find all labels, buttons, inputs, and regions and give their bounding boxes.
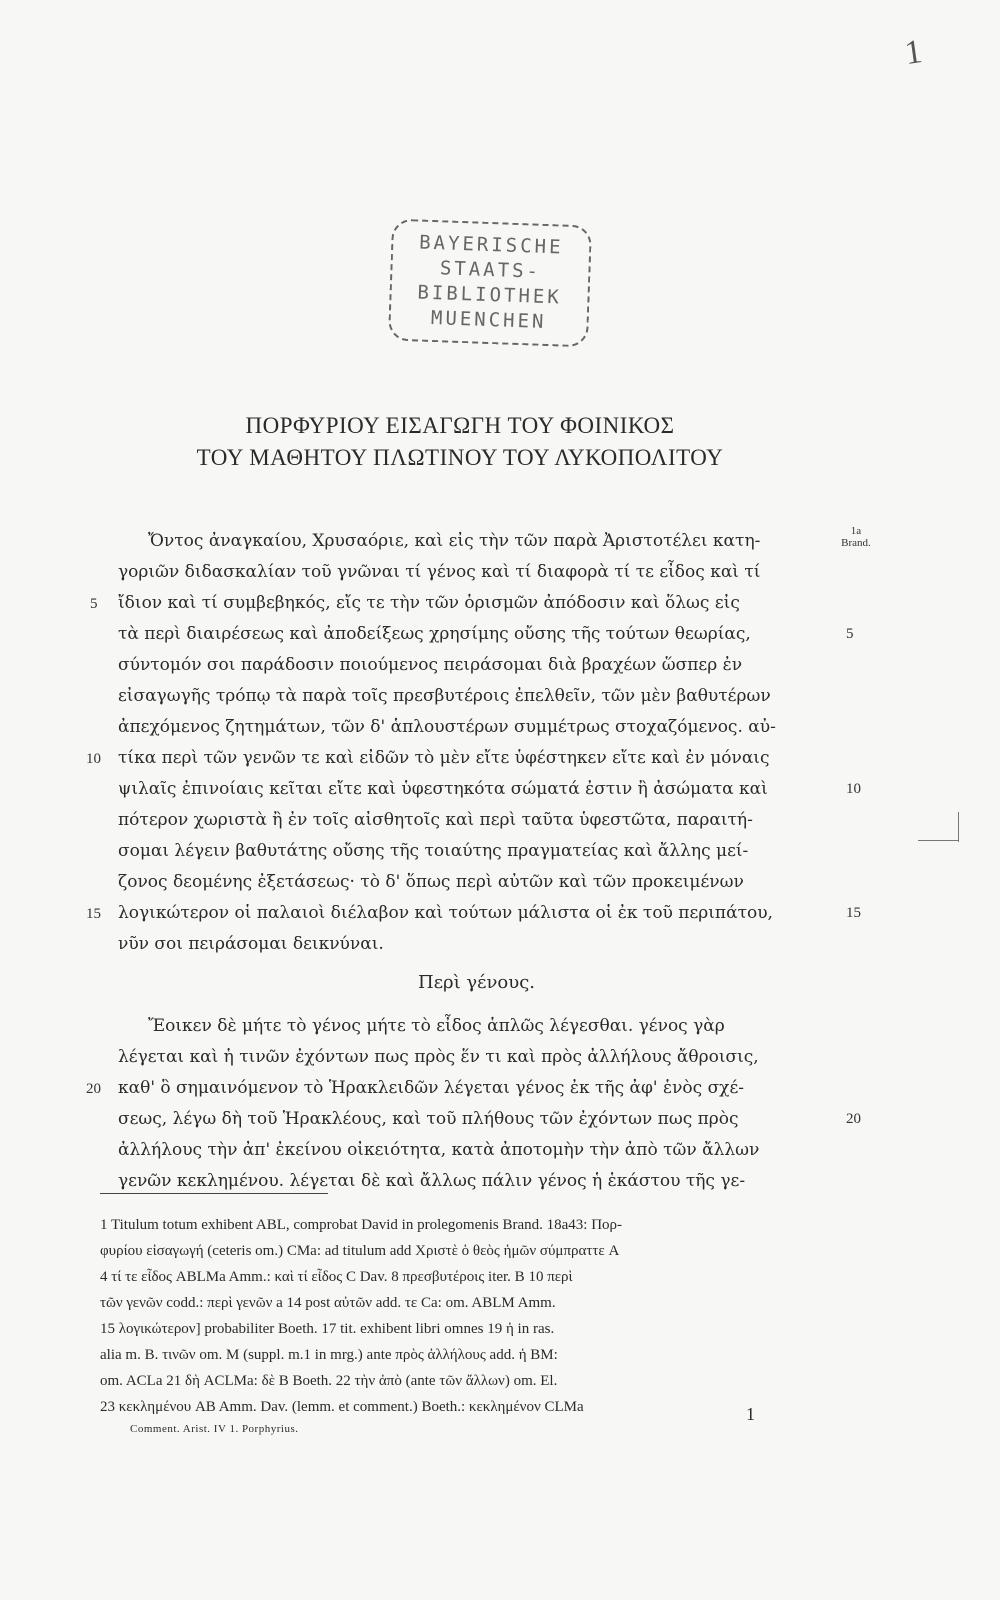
margin-pencil-mark-vertical bbox=[958, 812, 960, 842]
text-line: λογικώτερον οἱ παλαιοὶ διέλαβον καὶ τούτων μάλιστα οἱ ἐκ τοῦ περιπάτου, bbox=[118, 903, 773, 923]
text-line: τὰ περὶ διαιρέσεως καὶ ἀποδείξεως χρησίμης οὔσης τῆς τούτων θεωρίας, bbox=[118, 624, 751, 644]
text-line: γοριῶν διδασκαλίαν τοῦ γνῶναι τί γένος καὶ τί διαφορὰ τί τε εἶδος καὶ τί bbox=[118, 562, 761, 582]
text-line: εἰσαγωγῆς τρόπῳ τὰ παρὰ τοῖς πρεσβυτέροις ἐπελθεῖν, τῶν μὲν βαθυτέρων bbox=[118, 686, 771, 706]
text-line: ἴδιον καὶ τί συμβεβηκός, εἴς τε τὴν τῶν ὁρισμῶν ἀπόδοσιν καὶ ὅλως εἰς bbox=[118, 593, 740, 613]
text-line: λέγεται καὶ ἡ τινῶν ἐχόντων πως πρὸς ἕν τι καὶ πρὸς ἀλλήλους ἄθροισις, bbox=[118, 1047, 759, 1067]
footnote-line: 4 τί τε εἶδος ABLMa Amm.: καὶ τί εἶδος C Dav. 8 πρεσβυτέροις iter. B 10 περὶ bbox=[100, 1269, 573, 1285]
left-line-number: 10 bbox=[86, 751, 101, 767]
brand-page-number: 1a bbox=[850, 525, 862, 537]
text-line: Ὄντος ἀναγκαίου, Χρυσαόριε, καὶ εἰς τὴν τῶν παρὰ Ἀριστοτέλει κατη- bbox=[148, 531, 761, 551]
footnote-line: 23 κεκλημένου AB Amm. Dav. (lemm. et comment.) Boeth.: κεκλημένον CLMa bbox=[100, 1399, 584, 1415]
footnote-line: τῶν γενῶν codd.: περὶ γενῶν a 14 post αὐτῶν add. τε Ca: om. ABLM Amm. bbox=[100, 1295, 556, 1311]
text-line: ψιλαῖς ἐπινοίαις κεῖται εἴτε καὶ ὑφεστηκότα σώματά ἐστιν ἢ ἀσώματα καὶ bbox=[118, 779, 768, 799]
text-line: καθ' ὃ σημαινόμενον τὸ Ἡρακλειδῶν λέγεται γένος ἐκ τῆς ἀφ' ἑνὸς σχέ- bbox=[118, 1078, 745, 1098]
footnote-divider bbox=[100, 1193, 328, 1194]
right-line-number: 10 bbox=[846, 781, 861, 797]
text-line: σύντομόν σοι παράδοσιν ποιούμενος πειράσομαι διὰ βραχέων ὥσπερ ἐν bbox=[118, 655, 743, 675]
text-line: ἀλλήλους τὴν ἀπ' ἐκείνου οἰκειότητα, κατὰ ἀποτομὴν τὴν ἀπὸ τῶν ἄλλων bbox=[118, 1140, 760, 1160]
right-line-number: 20 bbox=[846, 1111, 861, 1127]
document-title bbox=[160, 410, 760, 474]
text-line: νῦν σοι πειράσομαι δεικνύναι. bbox=[118, 934, 384, 954]
text-line: Ἔοικεν δὲ μήτε τὸ γένος μήτε τὸ εἶδος ἁπλῶς λέγεσθαι. γένος γὰρ bbox=[148, 1016, 725, 1036]
page-number: 1 bbox=[746, 1404, 755, 1424]
left-line-number: 20 bbox=[86, 1081, 101, 1097]
section-heading: Περὶ γένους. bbox=[418, 972, 535, 993]
title-line-1: ΠΟΡΦΥΡΙΟΥ ΕΙΣΑΓΩΓΗ ΤΟΥ ΦΟΙΝΙΚΟΣ bbox=[245, 413, 675, 438]
printer-signature: Comment. Arist. IV 1. Porphyrius. bbox=[130, 1423, 299, 1435]
text-line: πότερον χωριστὰ ἢ ἐν τοῖς αἰσθητοῖς καὶ περὶ ταῦτα ὑφεστῶτα, παραιτή- bbox=[118, 810, 753, 830]
text-line: τίκα περὶ τῶν γενῶν τε καὶ εἰδῶν τὸ μὲν εἴτε ὑφέστηκεν εἴτε καὶ ἐν μόναις bbox=[118, 748, 770, 768]
left-line-number: 15 bbox=[86, 906, 101, 922]
right-line-number: 15 bbox=[846, 905, 861, 921]
right-line-number: 5 bbox=[846, 626, 854, 642]
stamp-line: BAYERISCHE bbox=[418, 231, 564, 259]
brand-page-reference bbox=[826, 525, 886, 549]
text-line: σεως, λέγω δὴ τοῦ Ἡρακλέους, καὶ τοῦ πλήθους τῶν ἐχόντων πως πρὸς bbox=[118, 1109, 739, 1129]
text-line: ζονος δεομένης ἐξετάσεως· τὸ δ' ὅπως περὶ αὐτῶν καὶ τῶν προκειμένων bbox=[118, 872, 744, 892]
title-line-2: ΤΟΥ ΜΑΘΗΤΟΥ ΠΛΩΤΙΝΟΥ ΤΟΥ ΛΥΚΟΠΟΛΙΤΟΥ bbox=[196, 445, 724, 470]
library-stamp bbox=[388, 219, 592, 348]
left-line-number: 5 bbox=[90, 596, 98, 612]
corner-page-mark: 1 bbox=[902, 33, 925, 73]
footnote-line: 1 Titulum totum exhibent ABL, comprobat David in prolegomenis Brand. 18a43: Πορ- bbox=[100, 1217, 623, 1233]
stamp-line: BIBLIOTHEK bbox=[417, 281, 563, 309]
stamp-line: MUENCHEN bbox=[430, 306, 547, 333]
brand-label: Brand. bbox=[841, 537, 871, 549]
footnote-line: om. ACLa 21 δὴ ACLMa: δὲ B Boeth. 22 τὴν ἀπὸ (ante τῶν ἄλλων) om. El. bbox=[100, 1373, 558, 1389]
footnote-line: 15 λογικώτερον] probabiliter Boeth. 17 tit. exhibent libri omnes 19 ἡ in ras. bbox=[100, 1321, 555, 1337]
text-line: γενῶν κεκλημένου. λέγεται δὲ καὶ ἄλλως πάλιν γένος ἡ ἑκάστου τῆς γε- bbox=[118, 1171, 746, 1191]
footnote-line: alia m. B. τινῶν om. M (suppl. m.1 in mrg.) ante πρὸς ἀλλήλους add. ἡ BM: bbox=[100, 1347, 558, 1363]
stamp-line: STAATS- bbox=[439, 257, 542, 283]
margin-pencil-mark bbox=[918, 840, 958, 842]
text-line: σομαι λέγειν βαθυτάτης οὔσης τῆς τοιαύτης πραγματείας καὶ ἄλλης μεί- bbox=[118, 841, 749, 861]
footnote-line: φυρίου εἰσαγωγή (ceteris om.) CMa: ad titulum add Χριστὲ ὁ θεὸς ἡμῶν σύμπραττε A bbox=[100, 1243, 620, 1259]
text-line: ἀπεχόμενος ζητημάτων, τῶν δ' ἁπλουστέρων συμμέτρως στοχαζόμενος. αὐ- bbox=[118, 717, 776, 737]
